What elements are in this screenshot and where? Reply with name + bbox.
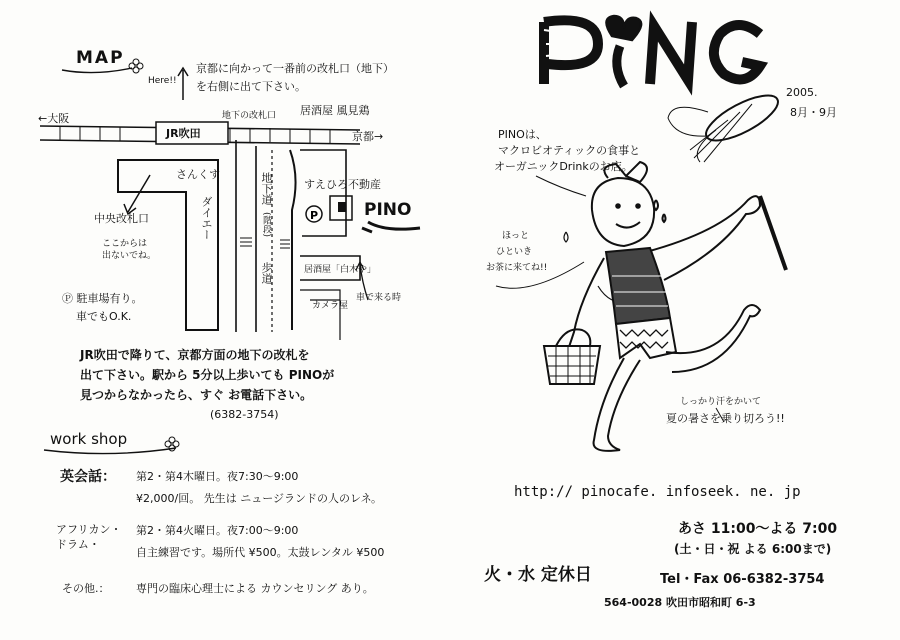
workshop-english-line1: 第2・第4木曜日。夜7:30〜9:00 (136, 470, 299, 483)
workshop-english-line2: ¥2,000/回。 先生は ニュージランドの人のレネ。 (136, 492, 382, 505)
road-edge-right (290, 150, 296, 330)
telfax: Tel・Fax 06-6382-3754 (660, 572, 825, 587)
central-gate-note-line2: 出ないでね。 (102, 251, 157, 261)
map-heading: MAP (76, 48, 125, 68)
izakaya-second-label: 居酒屋「白木や」 (304, 265, 377, 275)
suehiro-label: すえひろ不動産 (304, 178, 381, 191)
izakaya-furaikei-label: 居酒屋 風見鶏 (300, 104, 370, 117)
directions-line3: 見つからなかったら、すぐ お電話下さい。 (80, 388, 313, 402)
address: 564-0028 吹田市昭和町 6-3 (604, 596, 756, 609)
closed-days: 火・水 定休日 (484, 565, 592, 585)
jr-suita-label: JR吹田 (166, 127, 201, 140)
hotto-line3: お茶に来てね!! (486, 263, 548, 273)
central-gate-note-line1: ここからは (102, 239, 148, 249)
underpass-stairs-label: (階段) (261, 212, 271, 238)
here-arrow-icon (178, 68, 188, 100)
central-gate-label: 中央改札口 (94, 212, 149, 225)
directions-line2: 出て下さい。駅から 5分以上歩いても PINOが (80, 368, 335, 382)
kyoto-direction: 京都→ (352, 130, 384, 143)
sidewalk-label: 歩道 (260, 262, 273, 284)
road-edge-left (236, 140, 256, 332)
hours-line2: (土・日・祝 よる 6:00まで) (674, 542, 832, 556)
date-months: 8月・9月 (790, 106, 837, 119)
block-outline (300, 150, 346, 236)
sankusu-label: さんくす (176, 168, 220, 181)
osaka-direction: ←大阪 (38, 112, 70, 125)
hotto-line2: ひといき (496, 247, 533, 257)
hotto-line1: ほっと (502, 231, 530, 241)
summer-line1: しっかり汗をかいて (680, 397, 762, 407)
workshop-english-title: 英会話： (60, 469, 116, 485)
flower-icon (129, 59, 143, 73)
tagline-line1: PINOは、 (498, 128, 547, 141)
underground-gate-label: 地下の改札口 (222, 111, 277, 121)
underpass-label: 地下道 (260, 172, 273, 205)
directions-phone: (6382-3754) (210, 408, 279, 421)
tagline-pointer (536, 176, 586, 196)
sweat-drop-icon (564, 232, 568, 242)
car-note-label: 車で来る時 (356, 293, 402, 303)
parking-line1: Ⓟ 駐車場有り。 (62, 292, 143, 305)
tagline-line3: オーガニックDrinkのお店。 (494, 160, 633, 173)
central-gate-arrow (124, 175, 150, 214)
workshop-other-title: その他.： (62, 582, 110, 595)
parking-line2: 車でもO.K. (76, 310, 132, 323)
here-label: Here!! (148, 76, 177, 86)
exit-note-line1: 京都に向かって一番前の改札口（地下） (196, 62, 394, 75)
workshop-drum-line1: 第2・第4火曜日。夜7:00〜9:00 (136, 524, 299, 537)
workshop-other-line1: 専門の臨床心理士による カウンセリング あり。 (136, 582, 374, 595)
tagline-line2: マクロビオティックの食事と (498, 144, 641, 157)
ping-logo (544, 16, 760, 86)
exit-note-line2: を右側に出て下さい。 (196, 80, 306, 93)
summer-line2: 夏の暑さを乗り切ろう!! (666, 412, 785, 425)
workshop-drum-line2: 自主練習です。場所代 ¥500。太鼓レンタル ¥500 (136, 546, 385, 559)
directions-line1: JR吹田で降りて、京都方面の地下の改札を (80, 348, 310, 362)
svg-text:P: P (310, 209, 319, 222)
pino-map-label: PINO (364, 200, 412, 220)
date-year: 2005. (786, 86, 818, 99)
daiei-label: ダイエー (200, 196, 213, 240)
running-person-illustration (568, 162, 760, 451)
workshop-drum-title: アフリカン・ドラム・ (56, 523, 122, 551)
pino-arrow (362, 222, 420, 232)
camera-shop-label: カメラ屋 (312, 301, 349, 311)
workshop-underline (44, 448, 176, 454)
map-heading-underline (62, 68, 132, 73)
website-url[interactable]: http:// pinocafe. infoseek. ne. jp (514, 484, 801, 500)
workshop-heading: work shop (50, 430, 128, 448)
hours-line1: あさ 11:00〜よる 7:00 (678, 521, 838, 537)
